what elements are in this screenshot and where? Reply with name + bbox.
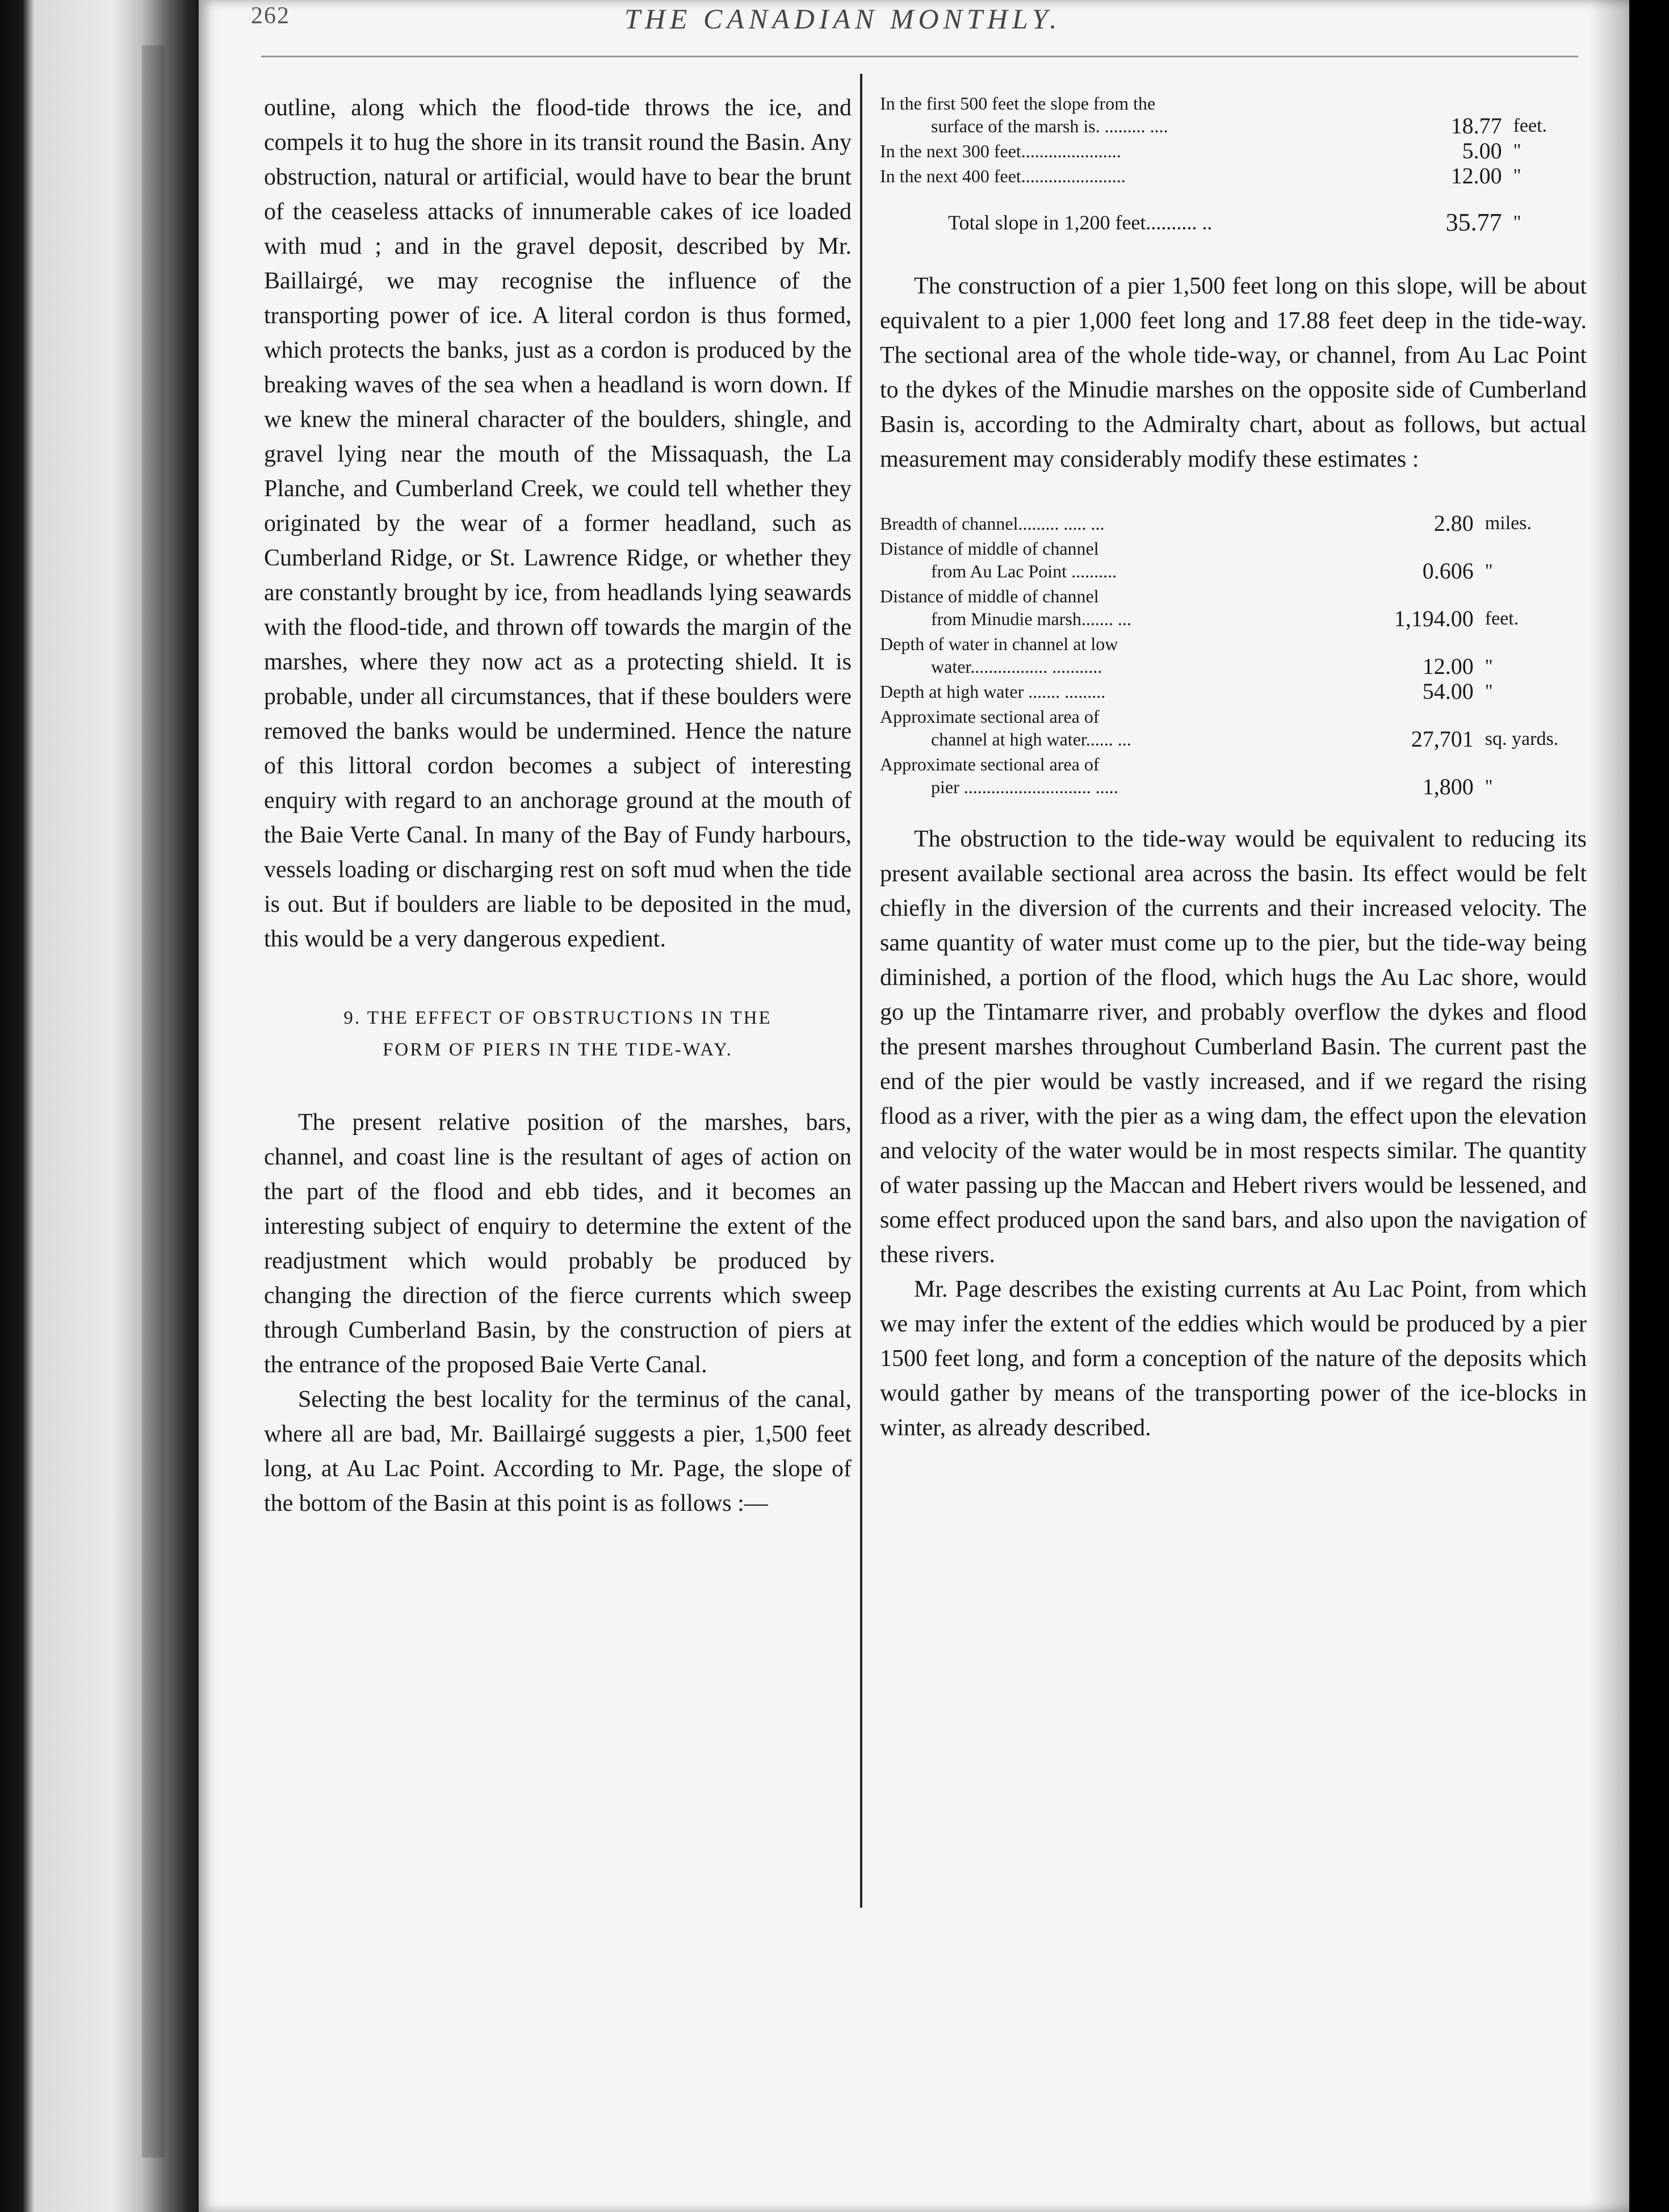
scan-left-margin — [0, 0, 204, 2212]
channel-row — [880, 631, 1587, 679]
column-divider — [860, 74, 862, 1908]
channel-row-value: 12.00 — [1422, 653, 1474, 679]
slope-row-label — [880, 91, 1403, 139]
slope-table — [880, 91, 1587, 235]
page-right-shadow — [1590, 0, 1629, 2212]
slope-row — [880, 139, 1587, 164]
channel-row-unit: " — [1485, 656, 1493, 677]
channel-row — [880, 584, 1587, 631]
slope-row-unit: feet. — [1513, 115, 1548, 136]
channel-row-value: 1,194.00 — [1394, 606, 1474, 631]
left-paragraph-2: The present relative position of the marshes, bars, channel, and coast line is the resultant of ages of action on the part of the flood and ebb tides, and it becomes an interesting subject of enquiry to determine the extent of the readjustment which would probably be produced by changing the direction of the fierce currents which sweep through Cumberland Basin, by the construction of piers at the entrance of the proposed Baie Verte Canal. — [264, 1109, 852, 1378]
channel-row-value: 0.606 — [1422, 558, 1474, 584]
slope-row-label: In the next 400 feet....................... — [880, 166, 1126, 186]
channel-row-label-line1: Approximate sectional area of — [880, 754, 1100, 774]
adjacent-page-edge — [142, 45, 165, 2157]
channel-row-unit: " — [1485, 681, 1493, 702]
right-column — [880, 91, 1587, 1446]
channel-row — [880, 704, 1587, 752]
channel-row-label-line2: from Minudie marsh....... ... — [931, 609, 1131, 629]
channel-row-label-line2: channel at high water...... ... — [931, 729, 1131, 749]
channel-row-value: 27,701 — [1411, 726, 1474, 752]
slope-total-value: 35.77 — [1445, 208, 1502, 236]
channel-row-label — [880, 584, 1375, 631]
channel-row-label-line1: Distance of middle of channel — [880, 538, 1099, 559]
channel-row-value: 2.80 — [1433, 510, 1474, 536]
channel-row-label — [880, 752, 1375, 799]
channel-row — [880, 752, 1587, 799]
channel-row-label-line2: from Au Lac Point .......... — [931, 561, 1117, 581]
channel-row-unit: sq. yards. — [1485, 728, 1559, 749]
left-column — [264, 91, 852, 1521]
channel-row-label-line1: Approximate sectional area of — [880, 706, 1100, 727]
channel-row-unit: " — [1485, 560, 1493, 581]
channel-row-label-line1: Depth of water in channel at low — [880, 634, 1118, 654]
channel-row-label — [880, 536, 1375, 584]
left-paragraph-3: Selecting the best locality for the terminus of the canal, where all are bad, Mr. Baillairgé suggests a pier, 1,500 feet long, at Au Lac Point. According to Mr. Page, the slope of the bottom of the Basin at this point is as follows :— — [264, 1386, 852, 1516]
document-page — [199, 0, 1629, 2212]
channel-row — [880, 679, 1587, 704]
channel-row-label: Depth at high water ....... ......... — [880, 681, 1106, 702]
channel-row-unit: miles. — [1485, 513, 1532, 534]
channel-row-label: Breadth of channel......... ..... ... — [880, 513, 1105, 534]
channel-row-label — [880, 704, 1375, 752]
channel-table — [880, 511, 1587, 799]
right-paragraph-1: The construction of a pier 1,500 feet long on this slope, will be about equivalent to a pier 1,000 feet long and 17.88 feet deep in the tide-way. The sectional area of the whole tide-way, or channel, from Au Lac Point to the dykes of the Minudie marshes on the opposite side of Cumberland Basin is, according to the Admiralty chart, about as follows, but actual measurement may considerably modify these estimates : — [880, 273, 1587, 472]
channel-row-value: 1,800 — [1422, 774, 1474, 799]
right-paragraph-2: The obstruction to the tide-way would be equivalent to reducing its present available sectional area across the basin. Its effect would be felt chiefly in the diversion of the currents and their increased velocity. The same quantity of water must come up to the pier, but the tide-way being diminished, a portion of the flood, which hugs the Au Lac shore, would go up the Tintamarre river, and probably overflow the dykes and flood the present marshes throughout Cumberland Basin. The current past the end of the pier would be vastly increased, and if we regard the rising flood as a river, with the pier as a wing dam, the effect upon the elevation and velocity of the water would be in most respects similar. The quantity of water passing up the Maccan and Hebert rivers would be lessened, and some effect produced upon the sand bars, and also upon the navigation of these rivers. — [880, 826, 1587, 1268]
slope-row-unit: " — [1513, 165, 1521, 186]
right-paragraph-3: Mr. Page describes the existing currents at Au Lac Point, from which we may infer the extent of the eddies which would be produced by a pier 1500 feet long, and form a conception of the nature of the deposits which would gather by means of the transporting power of the ice-blocks in winter, as already described. — [880, 1276, 1587, 1441]
slope-row — [880, 164, 1587, 188]
slope-total-unit: " — [1513, 212, 1521, 233]
slope-row-value: 18.77 — [1450, 113, 1502, 139]
slope-row-unit: " — [1513, 140, 1521, 161]
slope-row-value: 5.00 — [1462, 138, 1502, 164]
slope-row-value: 12.00 — [1450, 163, 1502, 188]
slope-total-row — [880, 188, 1587, 235]
slope-total-label: Total slope in 1,200 feet.......... .. — [948, 211, 1213, 234]
section-heading-line-1: 9. THE EFFECT OF OBSTRUCTIONS IN THE — [343, 1008, 772, 1028]
channel-row — [880, 536, 1587, 584]
channel-row-unit: " — [1485, 776, 1493, 797]
slope-row — [880, 91, 1587, 139]
page-number: 262 — [251, 3, 290, 29]
channel-row-label-line1: Distance of middle of channel — [880, 586, 1099, 606]
running-title: THE CANADIAN MONTHLY. — [624, 3, 1062, 35]
channel-row-unit: feet. — [1485, 608, 1519, 629]
channel-row — [880, 511, 1587, 536]
left-paragraph-1: outline, along which the flood-tide throws the ice, and compels it to hug the shore in its transit round the Basin. Any obstruction, natural or artificial, would have to bear the brunt of the ceaseless attacks of innumerable cakes of ice loaded with mud ; and in the gravel deposit, described by Mr. Baillairgé, we may recognise the influence of the transporting power of ice. A literal cordon is thus formed, which protects the banks, just as a cordon is produced by the breaking waves of the sea when a headland is worn down. If we knew the mineral character of the boulders, shingle, and gravel lying near the mouth of the Missaquash, the La Planche, and Cumberland Creek, we could tell whether they originated by the wear of a former headland, such as Cumberland Ridge, or St. Lawrence Ridge, or whether they are constantly brought by ice, from headlands lying seawards with the flood-tide, and thrown off towards the margin of the marshes, where they now act as a protecting shield. It is probable, under all circumstances, that if these boulders were removed the banks would be undermined. Hence the nature of this littoral cordon becomes a subject of interesting enquiry with regard to an anchorage ground at the mouth of the Baie Verte Canal. In many of the Bay of Fundy harbours, vessels loading or discharging rest on soft mud when the tide is out. But if boulders are liable to be deposited in the mud, this would be a very dangerous expedient. — [264, 95, 852, 952]
section-heading — [264, 1002, 852, 1066]
slope-row-label: In the next 300 feet...................... — [880, 141, 1121, 161]
slope-row-label-line2: surface of the marsh is. ......... .... — [931, 116, 1168, 136]
header-rule — [261, 56, 1578, 57]
slope-row-label-line1: In the first 500 feet the slope from the — [880, 93, 1156, 114]
channel-row-value: 54.00 — [1422, 678, 1474, 704]
channel-row-label-line2: pier ............................ ..... — [931, 777, 1118, 797]
channel-row-label-line2: water................. ........... — [931, 656, 1102, 677]
section-heading-line-2: FORM OF PIERS IN THE TIDE-WAY. — [383, 1040, 733, 1060]
channel-row-label — [880, 631, 1375, 679]
